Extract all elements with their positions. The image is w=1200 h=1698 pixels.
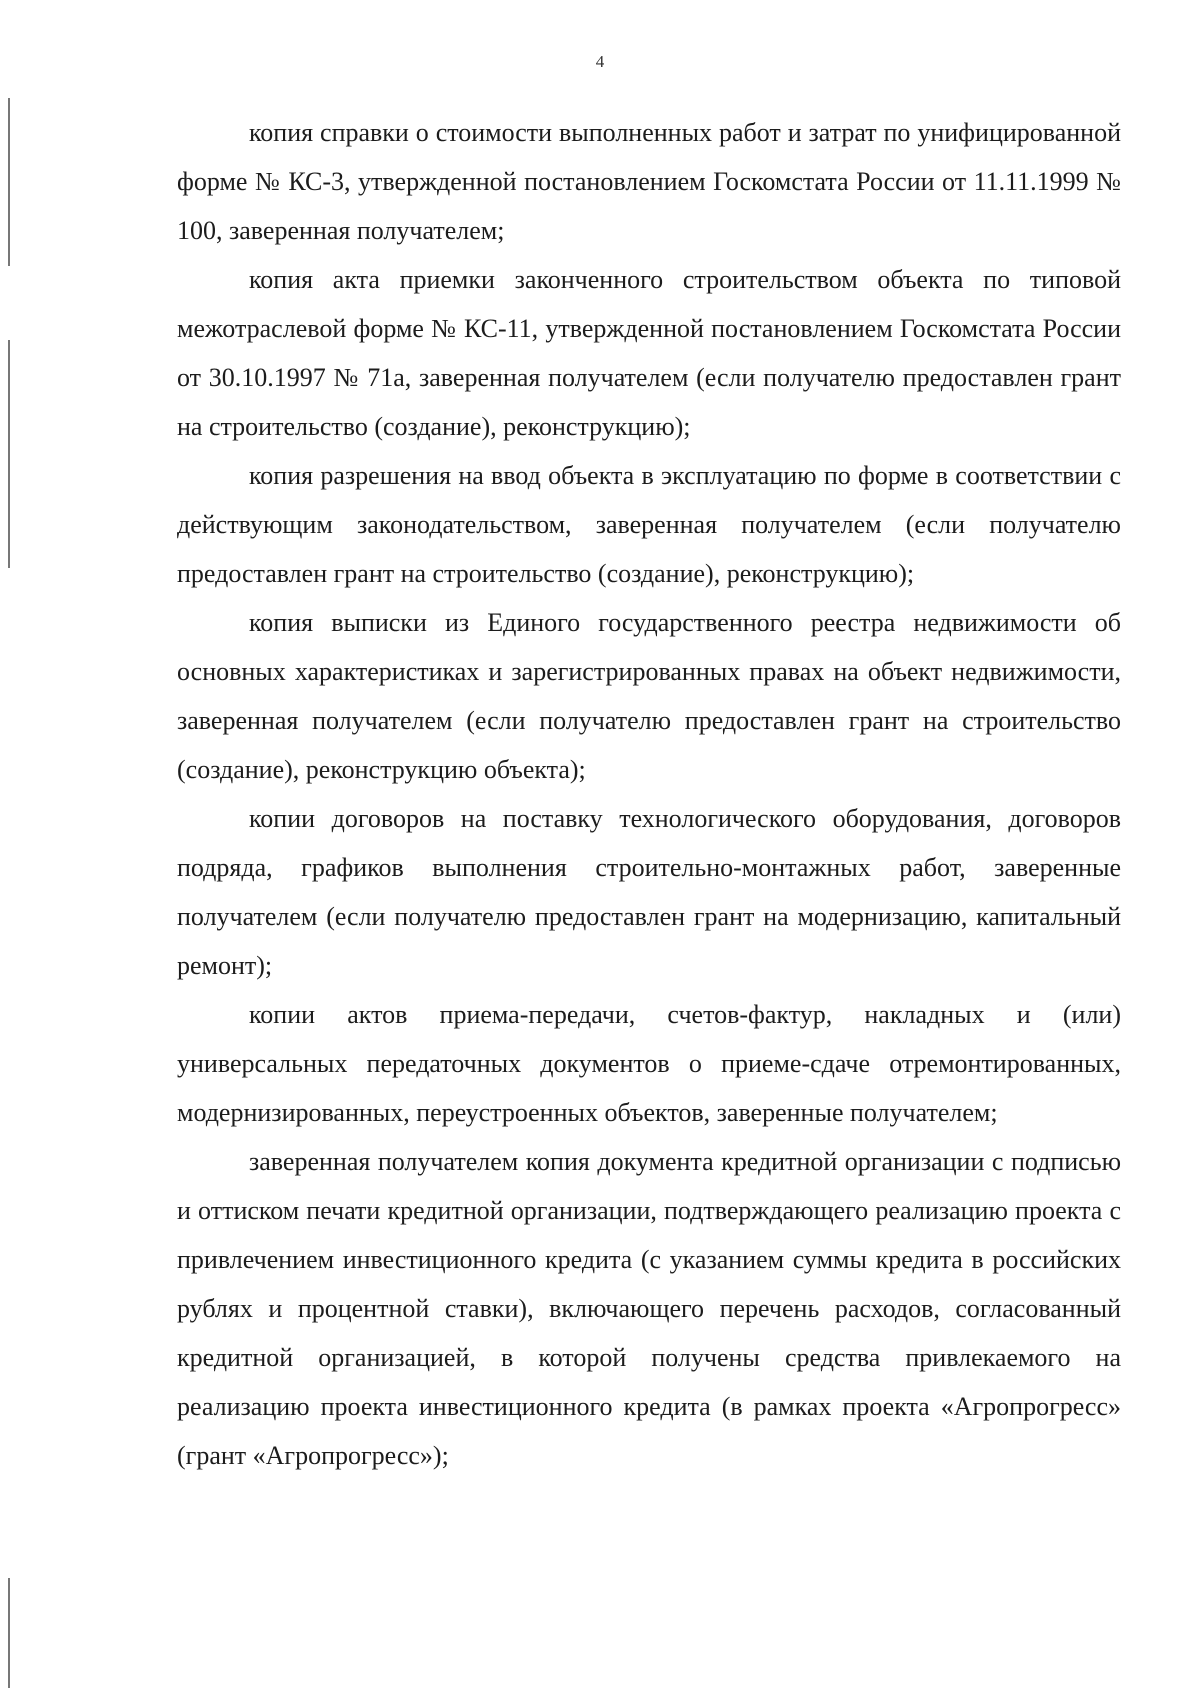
document-body <box>177 108 1121 1480</box>
scan-margin-mark <box>8 98 10 266</box>
paragraph-registry-extract: копия выписки из Единого государственного реестра недвижимости об основных характеристиках и зарегистрированных правах на объект недвижимости, заверенная получателем (если получателю предоставлен грант на строительство (создание), реконструкцию объекта); <box>177 608 1121 784</box>
paragraph-supply-contracts: копии договоров на поставку технологического оборудования, договоров подряда, графиков выполнения строительно-монтажных работ, заверенные получателем (если получателю предоставлен грант на модернизацию, капитальный ремонт); <box>177 804 1121 980</box>
paragraph-transfer-acts: копии актов приема-передачи, счетов-фактур, накладных и (или) универсальных передаточных документов о приеме-сдаче отремонтированных, модернизированных, переустроенных объектов, заверенные получателем; <box>177 1000 1121 1127</box>
scan-margin-mark <box>8 548 10 568</box>
paragraph-credit-document: заверенная получателем копия документа кредитной организации с подписью и оттиском печати кредитной организации, подтверждающего реализацию проекта с привлечением инвестиционного кредита (с указанием суммы кредита в российских рублях и процентной ставки), включающего перечень расходов, согласованный кредитной организацией, в которой получены средства привлекаемого на реализацию проекта инвестиционного кредита (в рамках проекта «Агропрогресс» (грант «Агропрогресс»); <box>177 1147 1121 1470</box>
page-number: 4 <box>595 52 605 71</box>
paragraph-ks11-act: копия акта приемки законченного строительством объекта по типовой межотраслевой форме № КС-11, утвержденной постановлением Госкомстата России от 30.10.1997 № 71а, заверенная получателем (если получателю предоставлен грант на строительство (создание), реконструкцию); <box>177 265 1121 441</box>
paragraph-commissioning-permit: копия разрешения на ввод объекта в эксплуатацию по форме в соответствии с действующим законодательством, заверенная получателем (если получателю предоставлен грант на строительство (создание), реконструкцию); <box>177 461 1121 588</box>
scan-margin-mark <box>8 340 10 548</box>
paragraph-ks3-certificate: копия справки о стоимости выполненных работ и затрат по унифицированной форме № КС-3, утвержденной постановлением Госкомстата России от 11.11.1999 № 100, заверенная получателем; <box>177 118 1121 245</box>
scan-margin-mark <box>8 1578 10 1688</box>
